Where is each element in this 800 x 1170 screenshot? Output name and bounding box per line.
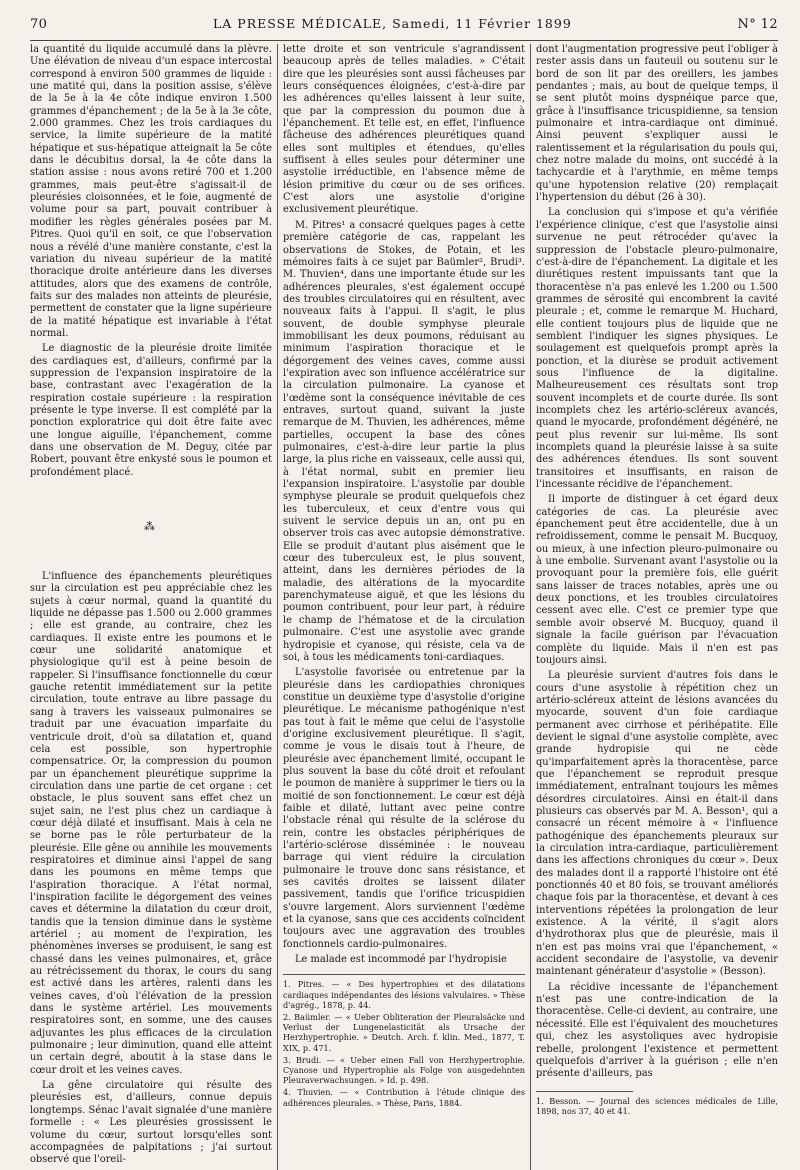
- column-3: [536, 44, 778, 1170]
- column-2: [283, 44, 525, 1170]
- text-columns: [30, 44, 778, 1166]
- page-number: 70: [30, 17, 48, 32]
- paragraph: Le malade est incommodé par l'hydropisie: [295, 954, 507, 966]
- paragraph: La conclusion qui s'impose et qu'a vérifiée l'expérience clinique, c'est que l'asystolie ainsi survenue ne peut rétrocéder qu'avec la suppression de l'obstacle pleuro-pulmonaire, c'est-à-dire de l'épanchement. La digitale et les diurétiques restent impuissants tant que la thoracentèse n'a pas enlevé les 1.200 ou 1.500 grammes de sérosité qui encombrent la cavité pleurale ; et, comme le remarque M. Huchard, elle contient toujours plus de liquide que ne semblent l'indiquer les signes physiques. Le soulagement est quelquefois prompt après la ponction, et la diurèse se produit activement sous l'influence de la digitaline. Malheureusement ces résultats sont trop souvent incomplets et de courte durée. Ils sont incomplets chez les artério-scléreux avancés, quand le myocarde, profondément dégénéré, ne peut plus revenir sur lui-même. Ils sont incomplets quand la pleurésie laisse à sa suite des adhérences étendues. Ils sont souvent transitoires et insuffisants, en raison de l'incessante récidive de l'épanchement.: [536, 207, 778, 491]
- journal-title: LA PRESSE MÉDICALE, Samedi, 11 Février 1899: [213, 16, 572, 31]
- paragraph: dont l'augmentation progressive peut l'obliger à rester assis dans un fauteuil ou soutenu sur le bord de son lit par des oreillers, les jambes pendantes ; mais, au bout de quelque temps, il se sent plutôt moins dyspnéique parce que, grâce à l'insuffisance tricuspidienne, sa tension pulmonaire et intra-cardiaque ont diminué. Ainsi peuvent s'expliquer aussi le ralentissement et la régularisation du pouls qui, chez notre malade du moins, ont succédé à la tachycardie et à l'arythmie, en même temps qu'une hypotension relative (20) remplaçait l'hypertension du début (26 à 30).: [536, 44, 778, 204]
- footnote: 2. Baümler. — « Ueber Obliteration der Pleuralsäcke und Verlust der Lungenelasticität als Ursache der Herzhypertrophie. » Deutch. Arch. f. klin. Med., 1877, T. XIX, p. 471.: [283, 1012, 525, 1053]
- paragraph: La récidive incessante de l'épanchement n'est pas une contre-indication de la thoracentèse. Celle-ci devient, au contraire, une nécessité. Elle est l'équivalent des mouchetures qui, chez les asystoliques avec hydropisie rebelle, prolongent l'existence et permettent quelquefois d'arriver à la guérison ; elle n'en présente d'ailleurs, pas: [536, 981, 778, 1080]
- footnotes: [283, 974, 525, 1107]
- paragraph: L'influence des épanchements pleurétiques sur la circulation est peu appréciable chez les sujets à cœur normal, quand la quantité du liquide ne dépasse pas 1.500 ou 2.000 grammes ; elle est grande, au contraire, chez les cardiaques. Il existe entre les poumons et le cœur une solidarité anatomique et physiologique qu'il est à peine besoin de rappeler. Si l'insuffisance fonctionnelle du cœur gauche retentit immédiatement sur la petite circulation, toute entrave au libre passage du sang à travers les vaisseaux pulmonaires se traduit par une évacuation imparfaite du ventricule droit, d'où sa dilatation et, quand cela est possible, son hypertrophie compensatrice. Or, la compression du poumon par un épanchement pleurétique supprime la circulation dans une partie de cet organe : cet obstacle, le plus souvent sans effet chez un sujet sain, ne l'est plus chez un cardiaque à cœur déjà dilaté et insuffisant. Mais à cela ne se borne pas le rôle perturbateur de la pleurésie. Elle gêne ou annihile les mouvements respiratoires et diminue ainsi l'appel de sang dans les poumons en même temps que l'aspiration thoracique. A l'état normal, l'inspiration facilite le dégorgement des veines caves et détermine la dilatation du cœur droit, tandis que la tension diminue dans le système artériel ; au moment de l'expiration, les phénomènes inverses se produisent, le sang est chassé dans les veines pulmonaires, et, grâce au rétrécissement du thorax, le cours du sang est activé dans les artères, ralenti dans les veines caves, d'où l'élévation de la pression dans le système artériel. Les mouvements respiratoires sont, en somme, une des causes adjuvantes les plus efficaces de la circulation pulmonaire ; leur diminution, quand elle atteint un certain degré, aboutit à la stase dans le cœur droit et les veines caves.: [30, 571, 272, 1076]
- footnote: 3. Brudi. — « Ueber einen Fall von Herzhypertrophie. Cyanose und Hypertrophie als Folge von ausgedehnten Pleuraverwachsungen. » Id. p. 498.: [283, 1054, 525, 1086]
- paragraph: M. Pitres¹ a consacré quelques pages à cette première catégorie de cas, rappelant les observations de Stokes, de Potain, et les mémoires faits à ce sujet par Baümler², Brudi³. M. Thuvien⁴, dans une importante étude sur les adhérences pleurales, s'est également occupé des troubles circulatoires qui en résultent, avec nouveaux faits à l'appui. Il s'agit, le plus souvent, de double symphyse pleurale immobilisant les deux poumons, réduisant au minimum l'aspiration thoracique et le dégorgement des veines caves, comme aussi l'expiration avec son influence accélératrice sur la circulation pulmonaire. La cyanose et l'œdème sont la conséquence inévitable de ces entraves, surtout quand, suivant la juste remarque de M. Thuvien, les adhérences, même partielles, occupent la base des cônes pulmonaires, c'est-à-dire leur partie la plus large, la plus riche en vaisseaux, celle aussi qui, à l'état normal, subit en premier lieu l'expansion inspiratoire. L'asystolie par double symphyse pleurale se produit quelquefois chez les tuberculeux, et ceux d'entre vous qui suivent le service depuis un an, ont pu en observer trois cas avec autopsie démonstrative. Elle se produit d'autant plus aisément que le cœur des tuberculeux est, le plus souvent, atteint, dans les dernières périodes de la maladie, des altérations de la myocardite parenchymateuse aiguë, et que les lésions du poumon contribuent, pour leur part, à réduire le champ de l'hématose et de la circulation pulmonaire. C'est une asystolie avec grande hydropisie et cyanose, qui résiste, cela va de soi, à tous les médicaments toni-cardiaques.: [283, 219, 525, 663]
- page-header: [30, 16, 778, 41]
- paragraph: Il importe de distinguer à cet égard deux catégories de cas. La pleurésie avec épanchement peut être accidentelle, due à un refroidissement, comme le pensait M. Bucquoy, ou mieux, à une infection pleuro-pulmonaire ou à une embolie. Survenant avant l'asystolie ou la provoquant pour la première fois, elle guérit sans laisser de traces notables, après une ou deux ponctions, et les troubles circulatoires cessent avec elle. C'est ce premier type que semble avoir observé M. Bucquoy, quand il signale la facile guérison par l'évacuation complète du liquide. Mais il n'en est pas toujours ainsi.: [536, 494, 778, 666]
- footnote: 1. Besson. — Journal des sciences médicales de Lille, 1898, nos 37, 40 et 41.: [536, 1095, 778, 1116]
- paragraph: L'asystolie favorisée ou entretenue par la pleurésie dans les cardiopathies chroniques constitue un deuxième type d'asystolie d'origine pleurétique. Le mécanisme pathogénique n'est pas tout à fait le même que celui de l'asystolie d'origine exclusivement pleurétique. Il s'agit, comme je vous le disais tout à l'heure, de pleurésie avec épanchement limité, occupant le plus souvent la base du côté droit et refoulant le poumon de manière à supprimer le tiers ou la moitié de son fonctionnement. Le cœur est déjà faible et dilaté, luttant avec peine contre l'obstacle rénal qui résulte de la sclérose du rein, contre les obstacles périphériques de l'artério-sclérose disséminée : le nouveau barrage qui vient réduire la circulation pulmonaire le trouve donc sans résistance, et ses cavités droites se laissent dilater passivement, tandis que l'orifice tricuspidien s'ouvre largement. Alors surviennent l'œdème et la cyanose, sans que ces accidents coïncident toujours avec une aggravation des troubles fonctionnels cardio-pulmonaires.: [283, 667, 525, 950]
- paragraph: La gêne circulatoire qui résulte des pleurésies est, d'ailleurs, connue depuis longtemps. Sénac l'avait signalée d'une manière formelle : « Les pleurésies grossissent le volume du cœur, surtout lorsqu'elles sont accompagnées de palpitations ; j'ai surtout observé que l'oreil-: [30, 1080, 272, 1166]
- column-1: [30, 44, 272, 1170]
- paragraph: lette droite et son ventricule s'agrandissent beaucoup après de telles maladies. » C'était dire que les pleurésies sont aussi fâcheuses par leurs conséquences éloignées, c'est-à-dire par les adhérences qu'elles laissent à leur suite, que par la compression du poumon due à l'épanchement. Et telle est, en effet, l'influence fâcheuse des adhérences pleurétiques quand elles sont multiples et étendues, qu'elles suffisent à elles seules pour déterminer une asystolie irréductible, en l'absence même de lésion primitive du cœur ou de ses orifices. C'est alors une asystolie d'origine exclusivement pleurétique.: [283, 44, 525, 216]
- paragraph: Le diagnostic de la pleurésie droite limitée des cardiaques est, d'ailleurs, confirmé par la suppression de l'expansion inspiratoire de la base, contrastant avec l'exagération de la respiration costale supérieure : la respiration présente le type inverse. Il est complété par la ponction exploratrice qui doit être faite avec une longue aiguille, l'épanchement, comme dans une observation de M. Deguy, citée par Robert, pouvant être enkysté sous le poumon et profondément placé.: [30, 343, 272, 478]
- footnote: 4. Thuvien. — « Contribution à l'étude clinique des adhérences pleurales. » Thèse, Paris, 1884.: [283, 1087, 525, 1108]
- footnote: 1. Pitres. — « Des hypertrophies et des dilatations cardiaques indépendantes des lésions valvulaires. » Thèse d'agrég., 1878, p. 44.: [283, 979, 525, 1010]
- paragraph: La pleurésie survient d'autres fois dans le cours d'une asystolie à répétition chez un artério-scléreux atteint de lésions avancées du myocarde, souvent d'un foie cardiaque permanent avec cirrhose et périhépatite. Elle devient le signal d'une asystolie complète, avec grande hydropisie qui ne cède qu'imparfaitement après la thoracentèse, parce que l'épanchement se reproduit presque immédiatement, entraînant toujours les mêmes désordres circulatoires. Ainsi en était-il dans plusieurs cas observés par M. A. Besson¹, qui a consacré un récent mémoire à « l'influence pathogénique des épanchements pleuraux sur la circulation intra-cardiaque, particulièrement dans les affections chroniques du cœur ». Deux des malades dont il a rapporté l'histoire ont été ponctionnés 40 et 80 fois, se trouvant améliorés chaque fois par la thoracentèse, et devant à ces interventions répétées la prolongation de leur existence. A la vérité, il s'agit alors d'hydrothorax plus que de pleurésie, mais il n'en est pas moins vrai que l'épanchement, « accident secondaire de l'asystolie, va devenir maintenant générateur d'asystolie » (Besson).: [536, 670, 778, 978]
- issue-number: N° 12: [737, 17, 778, 32]
- paragraph: la quantité du liquide accumulé dans la plèvre. Une élévation de niveau d'un espace intercostal correspond à environ 500 grammes de liquide : une matité qui, dans la position assise, s'élève de la 5e à la 4e côte indique environ 1.500 grammes d'épanchement ; de la 5e à la 3e côte, 2.000 grammes. Chez les trois cardiaques du service, la limite supérieure de la matité hépatique et sus-hépatique atteignait la 5e côte dans le décubitus dorsal, la 4e côte dans la station assise : nous avons retiré 700 et 1.200 grammes, mais peut-être s'agissait-il de pleurésies cloisonnées, et le foie, augmenté de volume pour sa part, pouvait contribuer à modifier les règles générales posées par M. Pitres. Quoi qu'il en soit, ce que l'observation nous a révélé d'une manière constante, c'est la variation du niveau supérieur de la matité thoracique droite antérieure dans les diverses attitudes, alors que des examens de contrôle, faits sur des malades non atteints de pleurésie, permettent de constater que la ligne supérieure de la matité hépatique est invariable à l'état normal.: [30, 44, 272, 339]
- footnote-rule: [536, 1091, 633, 1092]
- section-asterism: ⁂: [144, 520, 158, 534]
